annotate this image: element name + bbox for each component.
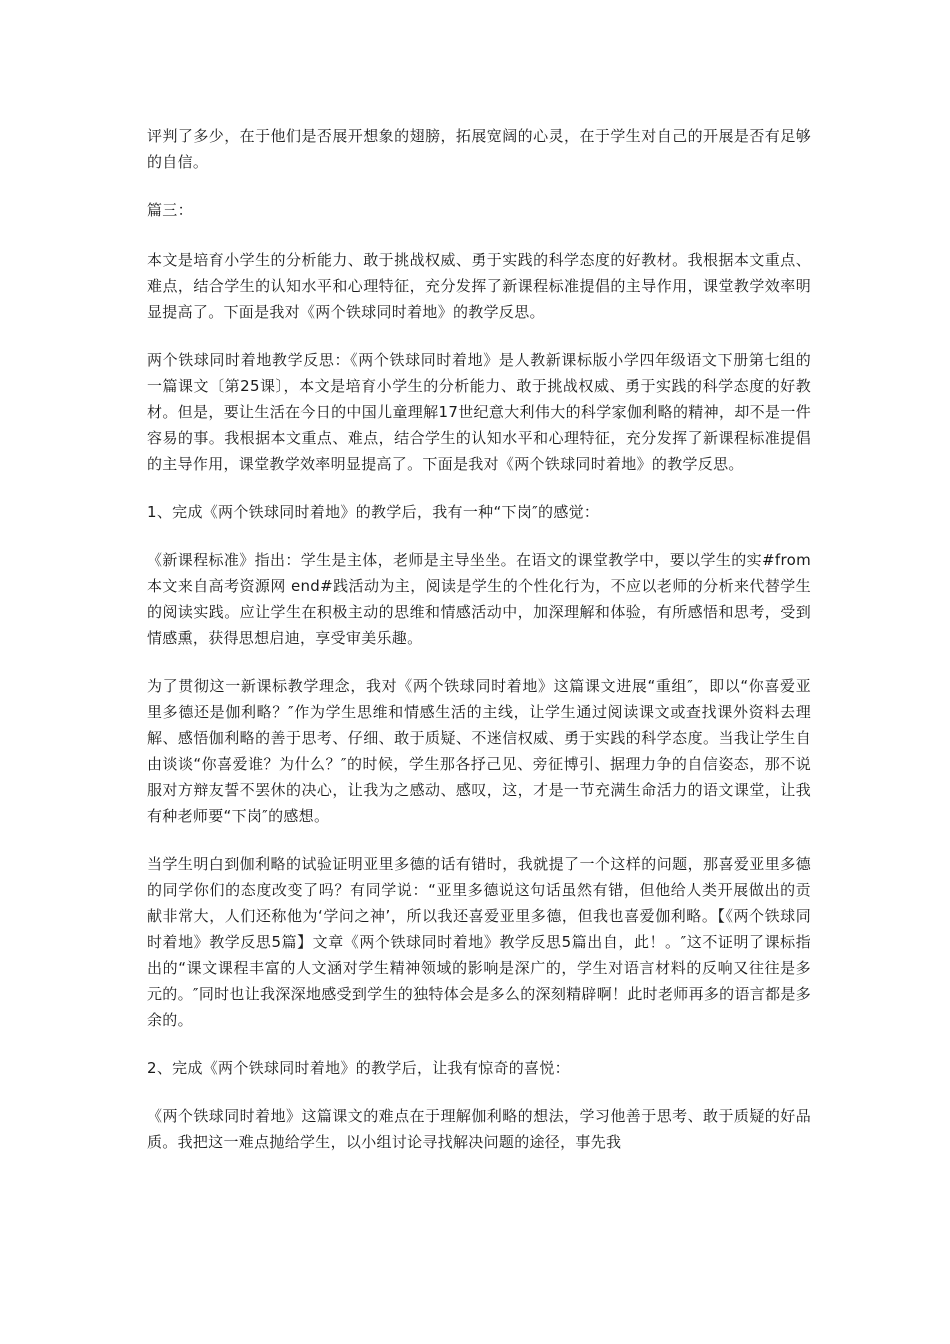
paragraph-difficulty: 《两个铁球同时着地》这篇课文的难点在于理解伽利略的想法，学习他善于思考、敢于质疑的好品质。我把这一难点抛给学生，以小组讨论寻找解决问题的途径，事先我 <box>147 1107 811 1151</box>
paragraph-continuation: 评判了多少，在于他们是否展开想象的翅膀，拓展宽阔的心灵，在于学生对自己的开展是否有足够的自信。 <box>147 127 811 171</box>
paragraph-intro: 本文是培育小学生的分析能力、敢于挑战权威、勇于实践的科学态度的好教材。我根据本文重点、难点，结合学生的认知水平和心理特征，充分发挥了新课程标准提倡的主导作用，课堂教学效率明显提高了。下面是我对《两个铁球同时着地》的教学反思。 <box>147 251 811 321</box>
section-heading: 篇三： <box>147 201 193 219</box>
paragraph-reflection-overview: 两个铁球同时着地教学反思：《两个铁球同时着地》是人教新课标版小学四年级语文下册第七组的一篇课文〔第25课〕，本文是培育小学生的分析能力、敢于挑战权威、勇于实践的科学态度的好教材。但是，要让生活在今日的中国儿童理解17世纪意大利伟大的科学家伽利略的精神，却不是一件容易的事。我根据本文重点、难点，结合学生的认知水平和心理特征，充分发挥了新课程标准提倡的主导作用，课堂教学效率明显提高了。下面是我对《两个铁球同时着地》的教学反思。 <box>147 351 811 473</box>
subheading-point-2: 2、完成《两个铁球同时着地》的教学后，让我有惊奇的喜悦： <box>147 1059 570 1077</box>
subheading-point-1: 1、完成《两个铁球同时着地》的教学后，我有一种“下岗″的感觉： <box>147 503 600 521</box>
paragraph-restructure: 为了贯彻这一新课标教学理念，我对《两个铁球同时着地》这篇课文进展“重组″，即以“你喜爱亚里多德还是伽利略？″作为学生思维和情感生活的主线，让学生通过阅读课文或查找课外资料去理解、感悟伽利略的善于思考、仔细、敢于质疑、不迷信权威、勇于实践的科学态度。当我让学生自由谈谈“你喜爱谁？为什么？″的时候，学生那各抒己见、旁征博引、据理力争的自信姿态，那不说服对方辩友誓不罢休的决心，让我为之感动、感叹，这，才是一节充满生命活力的语文课堂，让我有种老师要“下岗″的感想。 <box>147 677 811 825</box>
paragraph-student-response: 当学生明白到伽利略的试验证明亚里多德的话有错时，我就提了一个这样的问题，那喜爱亚里多德的同学你们的态度改变了吗？有同学说：“亚里多德说这句话虽然有错，但他给人类开展做出的贡献非常大，人们还称他为‘学问之神’，所以我还喜爱亚里多德，但我也喜爱伽利略。【《两个铁球同时着地》教学反思5篇】文章《两个铁球同时着地》教学反思5篇出自，此！。″这不证明了课标指出的“课文课程丰富的人文涵对学生精神领域的影响是深广的，学生对语言材料的反响又往往是多元的。″同时也让我深深地感受到学生的独特体会是多么的深刻精辟啊！此时老师再多的语言都是多余的。 <box>147 855 811 1029</box>
document-body <box>147 123 811 1177</box>
paragraph-curriculum-standard: 《新课程标准》指出：学生是主体，老师是主导坐坐。在语文的课堂教学中，要以学生的实#from 本文来自高考资源网 end#践活动为主，阅读是学生的个性化行为，不应以老师的分析来代替学生的阅读实践。应让学生在积极主动的思维和情感活动中，加深理解和体验，有所感悟和思考，受到情感熏，获得思想启迪，享受审美乐趣。 <box>147 551 811 647</box>
